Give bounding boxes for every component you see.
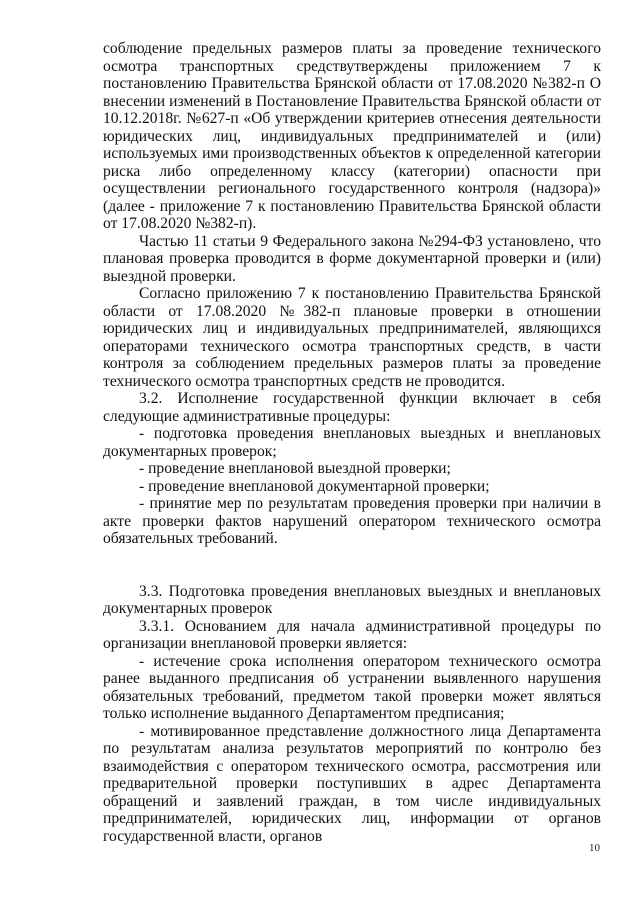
paragraph-appendix-7: Согласно приложению 7 к постановлению Правительства Брянской области от 17.08.2020 №382-п плановые проверки в отношении юридических лиц и индивидуальных предпринимателей, являющихся операторами технического осмотра транспортных средств, в части контроля за соблюдением предельных размеров платы за проведение технического осмотра транспортных средств не проводится. [103, 285, 601, 390]
list-item: - подготовка проведения внеплановых выездных и внеплановых документарных проверок; [103, 425, 601, 460]
document-body [103, 40, 601, 845]
list-item: - проведение внеплановой документарной проверки; [139, 477, 490, 495]
list-item: - проведение внеплановой выездной проверки; [139, 460, 451, 477]
paragraph-continuation: соблюдение предельных размеров платы за проведение технического осмотра транспортных средствутверждены приложением 7 к постановлению Правительства Брянской области от 17.08.2020 №382-п О внесении изменений в Постановление Правительства Брянской области от 10.12.2018г. №627-п «Об утверждении критериев отнесения деятельности юридических лиц, индивидуальных предпринимателей и (или) используемых ими производственных объектов к определенной категории риска либо определенному классу (категории) опасности при осуществлении регионального государственного контроля (надзора)» (далее - приложение 7 к постановлению Правительства Брянской области от 17.08.2020 №382-п). [103, 40, 601, 232]
paragraph-law-294: Частью 11 статьи 9 Федерального закона №294-ФЗ установлено, что плановая проверка проводится в форме документарной проверки и (или) выездной проверки. [103, 232, 601, 285]
page-number: 10 [589, 842, 600, 854]
subsection-3-3-1: 3.3.1. Основанием для начала административной процедуры по организации внеплановой проверки является: [103, 617, 601, 652]
section-spacer [103, 548, 601, 583]
list-item: - мотивированное представление должностного лица Департамента по результатам анализа результатов мероприятий по контролю без взаимодействия с оператором технического осмотра, рассмотрения или предварительной проверки поступивших в адрес Департамента обращений и заявлений граждан, в том числе индивидуальных предпринимателей, юридических лиц, информации от органов государственной власти, органов [103, 722, 601, 845]
list-item: - истечение срока исполнения оператором технического осмотра ранее выданного предписания об устранении выявленного нарушения обязательных требований, предметом такой проверки может являться только исполнение выданного Департаментом предписания; [103, 652, 601, 722]
list-item: - принятие мер по результатам проведения проверки при наличии в акте проверки фактов нарушений оператором технического осмотра обязательных требований. [103, 495, 601, 547]
section-3-2-heading: 3.2. Исполнение государственной функции включает в себя следующие административные процедуры: [103, 390, 601, 425]
section-3-3-heading: 3.3. Подготовка проведения внеплановых выездных и внеплановых документарных проверок [103, 582, 601, 617]
